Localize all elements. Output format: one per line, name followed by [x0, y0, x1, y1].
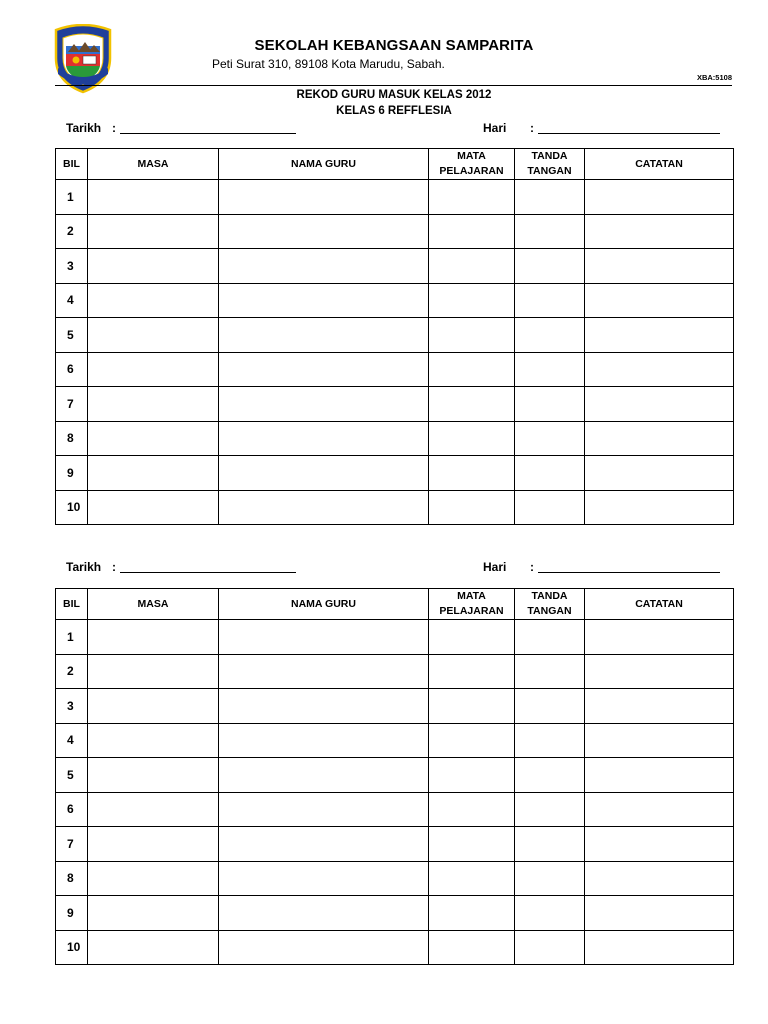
tanda-tangan-cell[interactable]: [515, 792, 585, 827]
catatan-cell[interactable]: [585, 318, 734, 353]
table-row: [56, 930, 734, 965]
date-colon: :: [112, 121, 116, 135]
tanda-tangan-cell[interactable]: [515, 318, 585, 353]
masa-cell[interactable]: [88, 387, 219, 422]
masa-cell[interactable]: [88, 654, 219, 689]
mata-pelajaran-cell[interactable]: [429, 352, 515, 387]
mata-pelajaran-cell[interactable]: [429, 249, 515, 284]
mata-pelajaran-cell[interactable]: [429, 214, 515, 249]
mata-pelajaran-cell[interactable]: [429, 792, 515, 827]
masa-cell[interactable]: [88, 352, 219, 387]
row-number: 10: [56, 930, 88, 965]
mata-pelajaran-cell[interactable]: [429, 861, 515, 896]
day-label: Hari: [483, 560, 507, 574]
row-number: 1: [56, 180, 88, 215]
masa-cell[interactable]: [88, 758, 219, 793]
table-row: [56, 180, 734, 215]
row-number: 7: [56, 827, 88, 862]
date-field[interactable]: [120, 133, 296, 134]
tanda-tangan-cell[interactable]: [515, 654, 585, 689]
day-colon: :: [530, 121, 534, 135]
mata-pelajaran-cell[interactable]: [429, 758, 515, 793]
school-crest-logo: [52, 24, 114, 94]
masa-cell[interactable]: [88, 456, 219, 491]
row-number: 2: [56, 654, 88, 689]
catatan-cell[interactable]: [585, 490, 734, 525]
header-nama-guru: NAMA GURU: [219, 589, 429, 620]
tanda-tangan-cell[interactable]: [515, 689, 585, 724]
catatan-cell[interactable]: [585, 758, 734, 793]
catatan-cell[interactable]: [585, 723, 734, 758]
header-mata-pelajaran: MATA PELAJARAN: [429, 589, 515, 620]
masa-cell[interactable]: [88, 827, 219, 862]
tanda-tangan-cell[interactable]: [515, 387, 585, 422]
nama-guru-cell[interactable]: [219, 930, 429, 965]
school-name: SEKOLAH KEBANGSAAN SAMPARITA: [254, 37, 534, 54]
masa-cell[interactable]: [88, 318, 219, 353]
table-row: [56, 689, 734, 724]
record-title: REKOD GURU MASUK KELAS 2012: [296, 89, 492, 101]
mata-pelajaran-cell[interactable]: [429, 456, 515, 491]
nama-guru-cell[interactable]: [219, 896, 429, 931]
table-row: [56, 387, 734, 422]
catatan-cell[interactable]: [585, 456, 734, 491]
tanda-tangan-cell[interactable]: [515, 421, 585, 456]
mata-pelajaran-cell[interactable]: [429, 387, 515, 422]
row-number: 8: [56, 861, 88, 896]
nama-guru-cell[interactable]: [219, 723, 429, 758]
nama-guru-cell[interactable]: [219, 352, 429, 387]
tanda-tangan-cell[interactable]: [515, 490, 585, 525]
tanda-tangan-cell[interactable]: [515, 456, 585, 491]
tanda-tangan-cell[interactable]: [515, 896, 585, 931]
masa-cell[interactable]: [88, 249, 219, 284]
table-row: [56, 896, 734, 931]
table-row: [56, 490, 734, 525]
masa-cell[interactable]: [88, 490, 219, 525]
mata-pelajaran-cell[interactable]: [429, 180, 515, 215]
header-catatan: CATATAN: [585, 589, 734, 620]
nama-guru-cell[interactable]: [219, 421, 429, 456]
row-number: 8: [56, 421, 88, 456]
catatan-cell[interactable]: [585, 249, 734, 284]
nama-guru-cell[interactable]: [219, 792, 429, 827]
catatan-cell[interactable]: [585, 421, 734, 456]
masa-cell[interactable]: [88, 792, 219, 827]
table-row: [56, 758, 734, 793]
row-number: 4: [56, 723, 88, 758]
tanda-tangan-cell[interactable]: [515, 180, 585, 215]
row-number: 7: [56, 387, 88, 422]
day-label: Hari: [483, 121, 507, 135]
nama-guru-cell[interactable]: [219, 689, 429, 724]
nama-guru-cell[interactable]: [219, 861, 429, 896]
header-bil: BIL: [56, 589, 88, 620]
row-number: 2: [56, 214, 88, 249]
mata-pelajaran-cell[interactable]: [429, 421, 515, 456]
table-row: [56, 421, 734, 456]
nama-guru-cell[interactable]: [219, 283, 429, 318]
row-number: 4: [56, 283, 88, 318]
masa-cell[interactable]: [88, 283, 219, 318]
nama-guru-cell[interactable]: [219, 490, 429, 525]
masa-cell[interactable]: [88, 214, 219, 249]
row-number: 9: [56, 896, 88, 931]
date-colon: :: [112, 560, 116, 574]
nama-guru-cell[interactable]: [219, 456, 429, 491]
mata-pelajaran-cell[interactable]: [429, 654, 515, 689]
nama-guru-cell[interactable]: [219, 249, 429, 284]
tanda-tangan-cell[interactable]: [515, 283, 585, 318]
nama-guru-cell[interactable]: [219, 180, 429, 215]
header-masa: MASA: [88, 149, 219, 180]
row-number: 3: [56, 689, 88, 724]
header-masa: MASA: [88, 589, 219, 620]
masa-cell[interactable]: [88, 689, 219, 724]
mata-pelajaran-cell[interactable]: [429, 620, 515, 655]
tanda-tangan-cell[interactable]: [515, 352, 585, 387]
nama-guru-cell[interactable]: [219, 620, 429, 655]
catatan-cell[interactable]: [585, 620, 734, 655]
tanda-tangan-cell[interactable]: [515, 620, 585, 655]
date-field[interactable]: [120, 572, 296, 573]
attendance-table-1: [55, 148, 734, 525]
masa-cell[interactable]: [88, 861, 219, 896]
nama-guru-cell[interactable]: [219, 318, 429, 353]
row-number: 5: [56, 758, 88, 793]
masa-cell[interactable]: [88, 896, 219, 931]
class-title: KELAS 6 REFFLESIA: [336, 105, 452, 117]
row-number: 6: [56, 352, 88, 387]
header-tanda-tangan: TANDA TANGAN: [515, 149, 585, 180]
catatan-cell[interactable]: [585, 352, 734, 387]
catatan-cell[interactable]: [585, 214, 734, 249]
table-row: [56, 318, 734, 353]
day-field[interactable]: [538, 133, 720, 134]
masa-cell[interactable]: [88, 421, 219, 456]
mata-pelajaran-cell[interactable]: [429, 930, 515, 965]
header-bil: BIL: [56, 149, 88, 180]
mata-pelajaran-cell[interactable]: [429, 896, 515, 931]
masa-cell[interactable]: [88, 930, 219, 965]
table-row: [56, 654, 734, 689]
catatan-cell[interactable]: [585, 792, 734, 827]
catatan-cell[interactable]: [585, 654, 734, 689]
attendance-table-2: [55, 588, 734, 965]
tanda-tangan-cell[interactable]: [515, 827, 585, 862]
nama-guru-cell[interactable]: [219, 214, 429, 249]
mata-pelajaran-cell[interactable]: [429, 827, 515, 862]
school-address: Peti Surat 310, 89108 Kota Marudu, Sabah.: [212, 57, 445, 71]
mata-pelajaran-cell[interactable]: [429, 490, 515, 525]
catatan-cell[interactable]: [585, 283, 734, 318]
table-row: [56, 249, 734, 284]
table-row: [56, 827, 734, 862]
date-label: Tarikh: [66, 560, 102, 574]
table-row: [56, 214, 734, 249]
header-mata-pelajaran: MATA PELAJARAN: [429, 149, 515, 180]
table-row: [56, 792, 734, 827]
header-tanda-tangan: TANDA TANGAN: [515, 589, 585, 620]
tanda-tangan-cell[interactable]: [515, 930, 585, 965]
row-number: 1: [56, 620, 88, 655]
mata-pelajaran-cell[interactable]: [429, 689, 515, 724]
day-colon: :: [530, 560, 534, 574]
header-catatan: CATATAN: [585, 149, 734, 180]
tanda-tangan-cell[interactable]: [515, 758, 585, 793]
tanda-tangan-cell[interactable]: [515, 861, 585, 896]
table-row: [56, 861, 734, 896]
header-nama-guru: NAMA GURU: [219, 149, 429, 180]
nama-guru-cell[interactable]: [219, 654, 429, 689]
masa-cell[interactable]: [88, 723, 219, 758]
mata-pelajaran-cell[interactable]: [429, 318, 515, 353]
masa-cell[interactable]: [88, 620, 219, 655]
table-row: [56, 456, 734, 491]
tanda-tangan-cell[interactable]: [515, 249, 585, 284]
nama-guru-cell[interactable]: [219, 387, 429, 422]
catatan-cell[interactable]: [585, 896, 734, 931]
day-field[interactable]: [538, 572, 720, 573]
table-row: [56, 620, 734, 655]
catatan-cell[interactable]: [585, 387, 734, 422]
document-code: XBA:5108: [696, 73, 732, 82]
table-row: [56, 723, 734, 758]
table-row: [56, 283, 734, 318]
date-label: Tarikh: [66, 121, 102, 135]
catatan-cell[interactable]: [585, 861, 734, 896]
row-number: 9: [56, 456, 88, 491]
catatan-cell[interactable]: [585, 180, 734, 215]
mata-pelajaran-cell[interactable]: [429, 283, 515, 318]
header-divider: [55, 85, 732, 86]
catatan-cell[interactable]: [585, 827, 734, 862]
table-row: [56, 352, 734, 387]
row-number: 3: [56, 249, 88, 284]
row-number: 6: [56, 792, 88, 827]
catatan-cell[interactable]: [585, 689, 734, 724]
catatan-cell[interactable]: [585, 930, 734, 965]
mata-pelajaran-cell[interactable]: [429, 723, 515, 758]
nama-guru-cell[interactable]: [219, 827, 429, 862]
row-number: 5: [56, 318, 88, 353]
masa-cell[interactable]: [88, 180, 219, 215]
nama-guru-cell[interactable]: [219, 758, 429, 793]
row-number: 10: [56, 490, 88, 525]
tanda-tangan-cell[interactable]: [515, 723, 585, 758]
tanda-tangan-cell[interactable]: [515, 214, 585, 249]
